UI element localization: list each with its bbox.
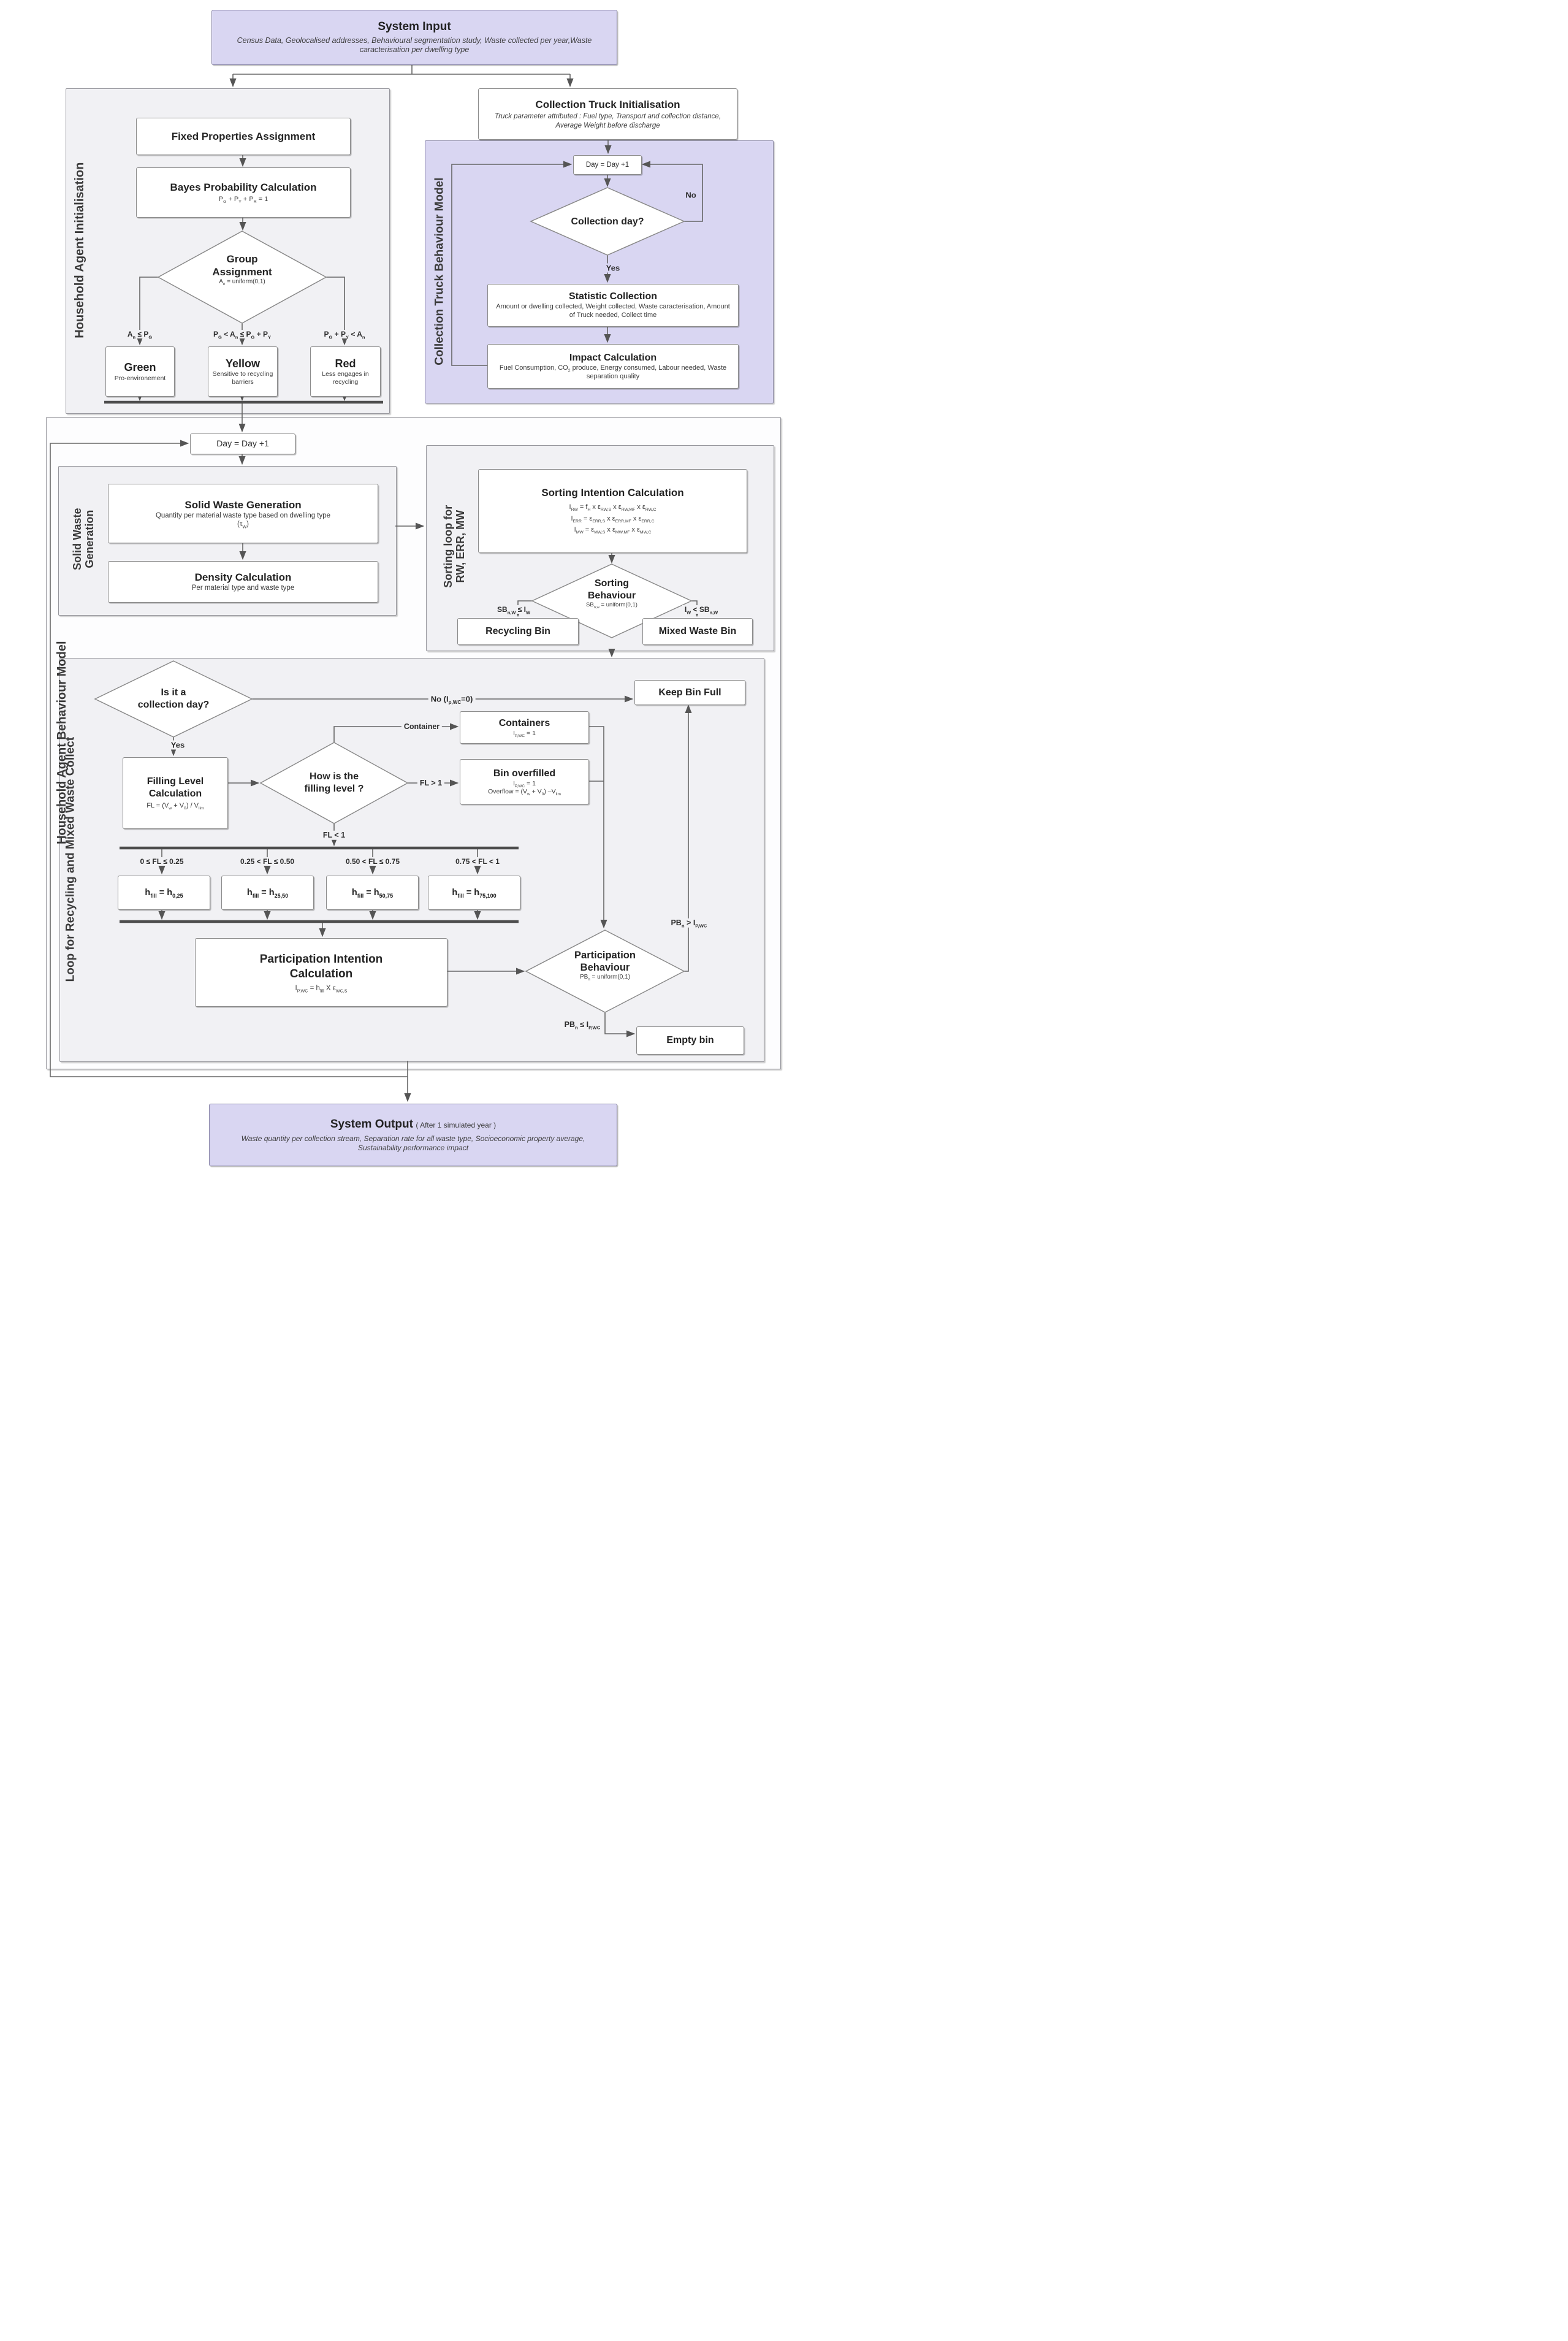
participation-behaviour-text <box>544 949 666 981</box>
empty-bin-box <box>636 1026 744 1055</box>
containers-formula: $I_{P,WC} = 1$ <box>513 729 536 739</box>
fixed-properties-box <box>136 118 351 155</box>
participation-intention-box <box>195 938 447 1007</box>
range4-label: 0.75 < FL < 1 <box>453 857 502 866</box>
household-behaviour-label: Household Agent Behaviour Model <box>55 641 69 844</box>
cond-recycle-label: $SB_{n,W} \le I_W$ <box>495 605 533 614</box>
cond-green-label: $A_n \le P_G$ <box>125 330 154 338</box>
group-title2: Assignment <box>212 265 272 278</box>
bin-overfilled-box <box>460 759 589 804</box>
truck-init-title: Collection Truck Initialisation <box>535 99 680 110</box>
sorting-label-line1: Sorting loop for <box>441 505 454 588</box>
hfill-1-text: $h_{fill} = h_{0,25}$ <box>145 887 183 899</box>
hfill-box-2 <box>221 876 314 910</box>
sorting-intention-box <box>478 469 747 553</box>
sorting-behaviour-title2: Behaviour <box>587 590 636 601</box>
is-collection-day-line2: collection day? <box>137 699 210 710</box>
swg-sub: Quantity per material waste type based on dwelling type <box>155 511 331 519</box>
household-day-box <box>190 433 295 454</box>
green-box <box>105 346 175 397</box>
truck-day-text: Day = Day +1 <box>585 161 630 169</box>
sorting-behaviour-text <box>550 578 673 609</box>
density-sub: Per material type and waste type <box>191 584 295 592</box>
mixed-bin-title: Mixed Waste Bin <box>658 626 737 636</box>
pic-title2: Calculation <box>289 967 353 980</box>
sorting-formula-rw: $I_{RW} = f_H$ x $\varepsilon_{RW,S}$ x $\varepsilon_{RW,MF}$ x $\varepsilon_{RW,C}$ <box>569 503 657 513</box>
cond-yellow-label: $P_G < A_n \le P_G + P_Y$ <box>211 330 273 338</box>
impact-title: Impact Calculation <box>569 352 657 363</box>
household-init-label: Household Agent Initialisation <box>72 162 86 338</box>
bayes-box <box>136 167 351 218</box>
bayes-formula: $P_G + P_Y + P_R = 1$ <box>218 196 268 205</box>
hfill-2-text: $h_{fill} = h_{25,50}$ <box>246 887 289 899</box>
red-title: Red <box>335 357 356 370</box>
collect-loop-label: Loop for Recycling and Mixed Waste Collect <box>64 736 77 982</box>
statistic-title: Statistic Collection <box>568 291 658 302</box>
sorting-behaviour-formula: $SB_{n,w}$ = uniform(0,1) <box>586 601 637 609</box>
filling-formula: FL = $(V_w + V_0) / V_{lim}$ <box>147 802 204 811</box>
fl-gt1-label: FL > 1 <box>417 779 444 788</box>
density-title: Density Calculation <box>194 571 292 584</box>
sorting-formula-err: $I_{ERR} = \varepsilon_{ERR,S}$ x $\varepsilon_{ERR,MF}$ x $\varepsilon_{ERR,C}$ <box>571 514 655 524</box>
group-assignment-text <box>181 253 303 286</box>
keep-bin-full-box <box>634 680 745 705</box>
hfill-3-text: $h_{fill} = h_{50,75}$ <box>351 887 394 899</box>
system-output-title: System Output <box>330 1118 413 1131</box>
hfill-4-text: $h_{fill} = h_{75,100}$ <box>452 887 497 899</box>
yellow-box <box>208 346 278 397</box>
filling-title2: Calculation <box>148 789 202 800</box>
pb-formula: $PB_n$ = uniform(0,1) <box>579 974 631 982</box>
containers-title: Containers <box>498 717 550 728</box>
collect-no-label: No $(I_{p,WC}=0)$ <box>428 695 476 704</box>
pb-title1: Participation <box>574 950 636 961</box>
hfill-box-3 <box>326 876 419 910</box>
range1-label: 0 ≤ FL ≤ 0.25 <box>138 857 186 866</box>
impact-calculation-box <box>487 344 739 389</box>
solid-waste-label-line2: Generation <box>83 510 96 568</box>
swg-title: Solid Waste Generation <box>185 498 302 511</box>
sorting-intention-title: Sorting Intention Calculation <box>541 486 684 498</box>
system-output-titleline <box>330 1117 496 1132</box>
sorting-behaviour-title1: Sorting <box>595 578 629 589</box>
statistic-sub: Amount or dwelling collected, Weight collected, Waste caracterisation, Amount of Truck needed, Collect time <box>496 303 730 319</box>
density-calculation-box <box>108 561 378 603</box>
hfill-box-4 <box>428 876 520 910</box>
flowchart-canvas <box>0 0 784 1170</box>
hfill-box-1 <box>118 876 210 910</box>
keep-bin-title: Keep Bin Full <box>658 687 721 698</box>
filling-title1: Filling Level <box>147 776 204 787</box>
cond-mixed-label: $I_W < SB_{n,W}$ <box>682 605 720 614</box>
system-output-box <box>209 1104 617 1166</box>
cond-red-label: $P_G + P_Y < A_n$ <box>322 330 368 338</box>
pb-title2: Behaviour <box>580 962 630 974</box>
truck-behaviour-label: Collection Truck Behaviour Model <box>433 177 446 365</box>
recycling-bin-title: Recycling Bin <box>485 626 550 636</box>
green-sub: Pro-environement <box>114 374 166 382</box>
filling-level-box <box>123 757 228 829</box>
howfill-line2: filling level ? <box>304 783 364 794</box>
fixed-properties-title: Fixed Properties Assignment <box>171 130 316 142</box>
system-input-subtitle: Census Data, Geolocalised addresses, Behavioural segmentation study, Waste collected per year,Waste caracterisation per dwelling type <box>237 36 592 55</box>
statistic-collection-box <box>487 284 739 327</box>
sorting-formula-mw: $I_{MW} = \varepsilon_{MW,S}$ x $\varepsilon_{MW,MF}$ x $\varepsilon_{MW,C}$ <box>574 526 652 535</box>
sorting-label-line2: RW, ERR, MW <box>454 510 466 583</box>
pb-le-label: $PB_n \le I_{P,WC}$ <box>562 1020 603 1029</box>
truck-day-box <box>573 155 642 175</box>
collection-day-title: Collection day? <box>571 216 644 227</box>
swg-sub2: $(\tau_W)$ <box>237 521 249 530</box>
overfilled-f2: Overflow = $(V_w + V_0)$ $-V_{lim}$ <box>488 788 561 797</box>
household-day-text: Day = Day +1 <box>216 438 269 449</box>
range2-label: 0.25 < FL ≤ 0.50 <box>238 857 297 866</box>
system-input-box <box>211 10 617 65</box>
pic-formula: $I_{P,WC} = h_{fill}$ X $\varepsilon_{WC,S}$ <box>295 984 348 993</box>
red-box <box>310 346 381 397</box>
group-title1: Group <box>226 253 258 265</box>
empty-bin-title: Empty bin <box>666 1035 714 1045</box>
container-label: Container <box>402 722 442 731</box>
solid-waste-label-line1: Solid Waste <box>70 508 83 570</box>
howfill-line1: How is the <box>309 771 359 782</box>
mixed-bin-box <box>642 618 753 645</box>
pb-gt-label: $PB_n > I_{P,WC}$ <box>668 918 709 928</box>
system-output-subtitle: Waste quantity per collection stream, Separation rate for all waste type, Socioeconomic property average, Sustainability performance impact <box>241 1134 585 1152</box>
truck-init-subtitle: Truck parameter attributed : Fuel type, Transport and collection distance, Average Weight before discharge <box>494 113 721 129</box>
yellow-title: Yellow <box>225 357 261 370</box>
system-output-suffix: ( After 1 simulated year ) <box>416 1121 497 1130</box>
impact-sub: Fuel Consumption, $CO_2$ produce, Energy consumed, Labour needed, Waste separation quality <box>499 364 727 380</box>
collection-day-text <box>546 216 669 228</box>
fl-lt1-label: FL < 1 <box>321 831 348 840</box>
truck-no-label: No <box>685 190 696 200</box>
collect-yes-label: Yes <box>169 741 187 750</box>
system-input-title: System Input <box>378 20 451 33</box>
is-collection-day-line1: Is it a <box>161 687 186 698</box>
truck-yes-label: Yes <box>604 264 622 273</box>
overfilled-f1: $I_{P,WC} = 1$ <box>513 779 536 789</box>
is-collection-day-text <box>112 687 235 711</box>
group-formula: $A_n$ = uniform(0,1) <box>219 278 265 287</box>
howfill-text <box>273 771 395 795</box>
truck-init-box <box>478 88 737 140</box>
bayes-title: Bayes Probability Calculation <box>170 181 317 193</box>
overfilled-title: Bin overfilled <box>493 768 556 779</box>
range3-label: 0.50 < FL ≤ 0.75 <box>343 857 402 866</box>
green-title: Green <box>124 361 156 374</box>
yellow-sub: Sensitive to recycling barriers <box>212 370 273 386</box>
solid-waste-generation-box <box>108 484 378 543</box>
red-sub: Less engages in recycling <box>322 370 369 386</box>
pic-title1: Participation Intention <box>259 953 383 966</box>
containers-box <box>460 711 589 744</box>
recycling-bin-box <box>457 618 579 645</box>
